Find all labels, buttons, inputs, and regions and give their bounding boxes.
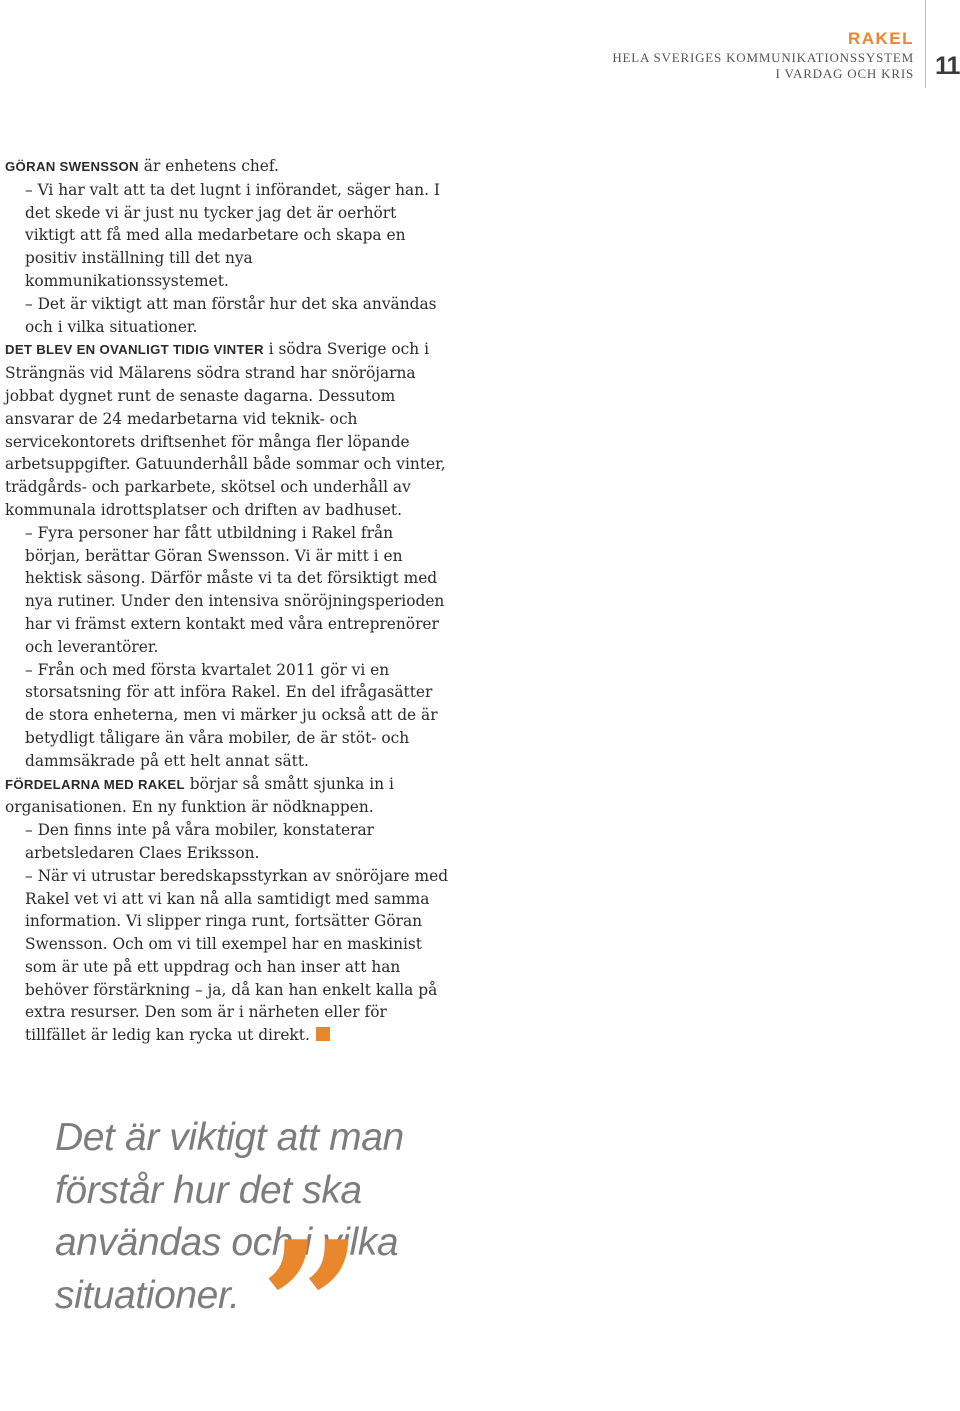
paragraph-2: – Vi har valt att ta det lugnt i införandet, säger han. I det skede vi är just nu tycker jag det är oerhört viktigt att få med alla medarbetare och skapa en positiv inställning till det nya kommunikationssystemet. bbox=[25, 180, 440, 290]
paragraph-7 bbox=[5, 773, 450, 820]
pull-quote-line-1: Det är viktigt att man bbox=[55, 1116, 404, 1159]
page-header bbox=[612, 28, 914, 82]
paragraph-6: – Från och med första kvartalet 2011 gör vi en storsatsning för att införa Rakel. En del ifrågasätter de stora enheterna, men vi märker ju också att de är betydligt tåligare än våra mobiler, de är stöt- och dammsäkrade på ett helt annat sätt. bbox=[25, 660, 438, 770]
paragraph-1 bbox=[5, 155, 450, 179]
pull-quote-line-2: förstår hur det ska bbox=[55, 1168, 362, 1212]
paragraph-5: – Fyra personer har fått utbildning i Rakel från början, berättar Göran Swensson. Vi är mitt i en hektisk säsong. Därför måste vi ta det försiktigt med nya rutiner. Under den intensiva snöröjningsperioden har vi främst extern kontakt med våra entreprenörer och leverantörer. bbox=[25, 523, 445, 656]
paragraph-4-text: i södra Sverige och i Strängnäs vid Mälarens södra strand har snöröjarna jobbat dygnet runt de senaste dagarna. Dessutom ansvarar de 24 medarbetarna vid teknik- och servicekontorets driftsenhet för många fler löpande arbetsuppgifter. Gatuunderhåll både sommar och vinter, trädgårds- och parkarbete, skötsel och underhåll av kommunala idrottsplatser och driften av badhuset. bbox=[5, 340, 446, 519]
lead-in-vinter: DET BLEV EN OVANLIGT TIDIG VINTER bbox=[5, 342, 264, 358]
paragraph-4 bbox=[5, 338, 450, 521]
lead-in-goran: GÖRAN SWENSSON bbox=[5, 159, 139, 174]
paragraph-9-text: – När vi utrustar beredskapsstyrkan av snöröjare med Rakel vet vi att vi kan nå alla samtidigt med samma information. Vi slipper ringa runt, fortsätter Göran Swensson. Och om vi till exempel har en maskinist som är ute på ett uppdrag och han inser att han behöver förstärkning – ja, då kan han enkelt kalla på extra resurser. Den som är i närheten eller för tillfället är ledig kan rycka ut direkt. bbox=[25, 866, 449, 1045]
lead-in-fordelarna: FÖRDELARNA MED RAKEL bbox=[5, 776, 185, 792]
paragraph-9 bbox=[5, 865, 450, 1047]
brand-title: RAKEL bbox=[847, 29, 914, 48]
pull-quote-line-3: användas och i vilka bbox=[55, 1221, 399, 1264]
tagline-line-2: I VARDAG OCH KRIS bbox=[775, 66, 914, 81]
pull-quote-line-4: situationer. bbox=[55, 1273, 240, 1317]
paragraph-1-text: är enhetens chef. bbox=[138, 157, 279, 175]
page-number: 11 bbox=[935, 52, 960, 80]
paragraph-7-text: börjar så smått sjunka in i organisationen. En ny funktion är nödknappen. bbox=[5, 774, 394, 817]
paragraph-8: – Den finns inte på våra mobiler, konstaterar arbetsledaren Claes Eriksson. bbox=[25, 821, 375, 862]
paragraph-3: – Det är viktigt att man förstår hur det ska användas och i vilka situationer. bbox=[25, 294, 437, 336]
end-mark-icon bbox=[316, 1027, 330, 1041]
header-divider bbox=[925, 0, 926, 88]
closing-quote-icon: ” bbox=[260, 1202, 363, 1411]
tagline-line-1: HELA SVERIGES KOMMUNIKATIONSSYSTEM bbox=[612, 50, 914, 65]
article-body bbox=[5, 155, 450, 1047]
